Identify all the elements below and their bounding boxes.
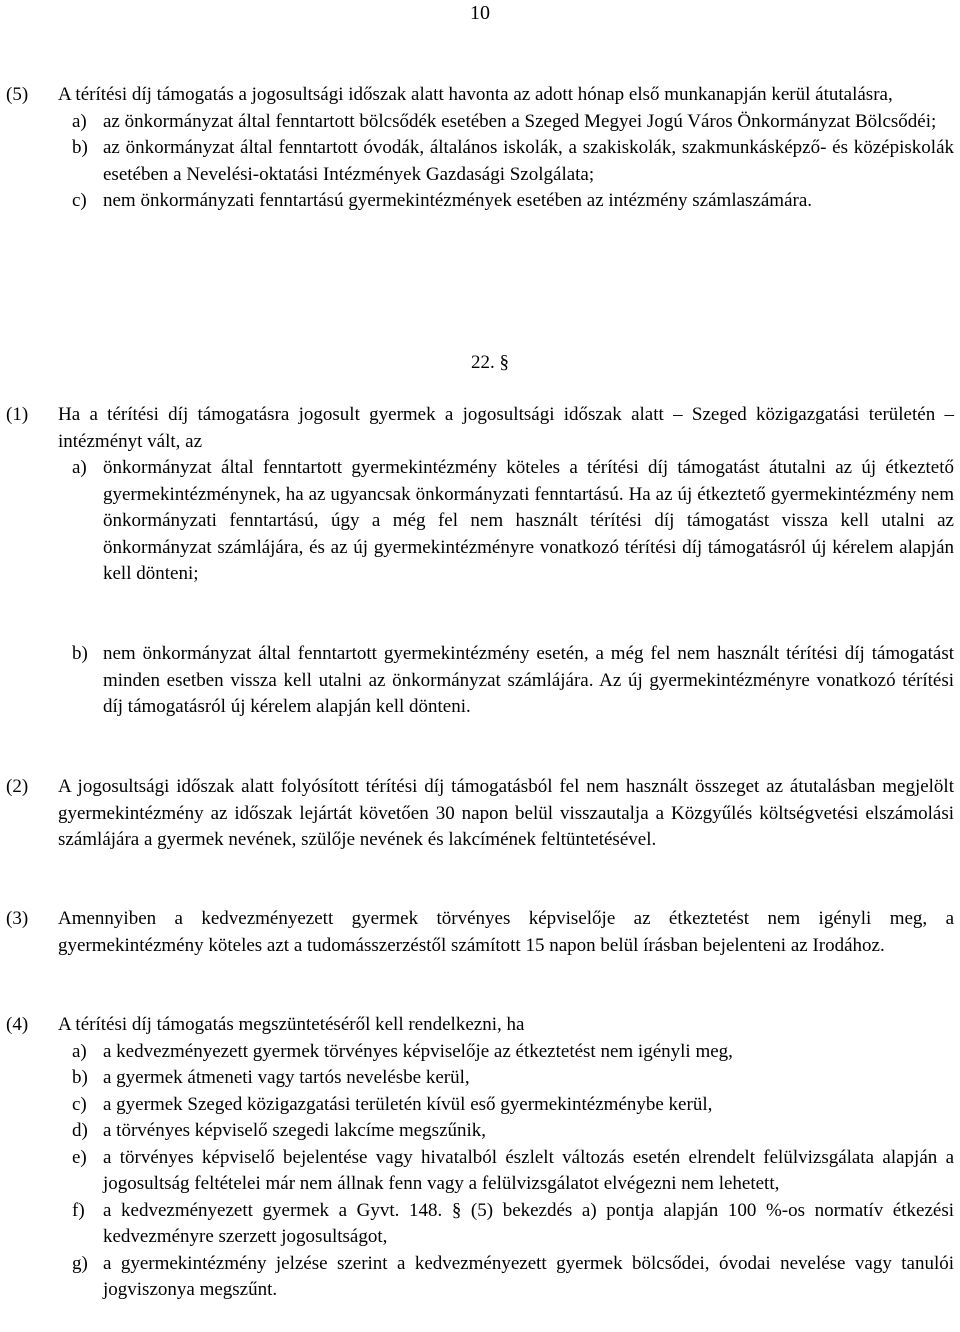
list-item <box>58 1118 954 1145</box>
section-heading: 22. § <box>471 352 509 373</box>
item-label: b) <box>72 643 88 664</box>
list-item <box>58 1039 954 1066</box>
list-item <box>58 1145 954 1198</box>
item-text: a kedvezményezett gyermek a Gyvt. 148. § (5) bekezdés a) pontja alapján 100 %-os normatív étkezési kedvezményre szerzett jogosultságot, <box>103 1199 954 1247</box>
item-label: e) <box>72 1146 87 1168</box>
list-item <box>58 1092 954 1119</box>
item-label: c) <box>72 1093 87 1115</box>
item-text: a kedvezményezett gyermek törvényes képviselője az étkeztetést nem igényli meg, <box>103 1040 733 1062</box>
item-text: nem önkormányzat által fenntartott gyermekintézmény esetén, a még fel nem használt térítési díj támogatást minden esetben vissza kell utalni az önkormányzat számlájára. Az új gyermekintézményre vonatkozó térítési díj támogatásról új kérelem alapján kell dönteni. <box>103 643 954 717</box>
list-item <box>58 135 954 188</box>
item-text: a gyermek átmeneti vagy tartós nevelésbe kerül, <box>103 1067 470 1088</box>
item-label: b) <box>72 137 88 158</box>
paragraph-number: (1) <box>6 404 29 425</box>
item-text: az önkormányzat által fenntartott bölcsődék esetében a Szeged Megyei Jogú Város Önkormányzat Bölcsődéi; <box>103 110 937 132</box>
paragraph-text: A jogosultsági időszak alatt folyósított térítési díj támogatásból fel nem használt összeget az átutalásban megjelölt gyermekintézmény az időszak lejártát követően 30 napon belül visszautalja a Közgyűlés költségvetési elszámolási számlájára a gyermek nevének, szülője nevének és lakcímének feltüntetésével. <box>58 776 954 850</box>
paragraph-22-1 <box>0 402 960 588</box>
item-label: g) <box>72 1252 88 1274</box>
paragraph-intro: Ha a térítési díj támogatásra jogosult gyermek a jogosultsági időszak alatt – Szeged közigazgatási területén – intézményt vált, az <box>58 404 954 452</box>
list-item <box>58 109 954 136</box>
item-label: f) <box>72 1199 85 1221</box>
item-text: a törvényes képviselő bejelentése vagy hivatalból észlelt változás esetén elrendelt felülvizsgálata alapján a jogosultság feltételei már nem állnak fenn vagy a felülvizsgálatot elvégezni nem lehetett, <box>103 1146 954 1194</box>
paragraph-number: (5) <box>6 84 29 105</box>
list-item <box>58 1198 954 1251</box>
list-item <box>58 455 954 588</box>
item-label: a) <box>72 1040 87 1062</box>
item-text: nem önkormányzati fenntartású gyermekintézmények esetében az intézmény számlaszámára. <box>103 190 813 211</box>
paragraph-intro: A térítési díj támogatás a jogosultsági időszak alatt havonta az adott hónap első munkanapján kerül átutalásra, <box>58 84 893 105</box>
item-label: b) <box>72 1067 88 1088</box>
paragraph-22-1-b <box>0 641 960 721</box>
item-label: d) <box>72 1120 88 1141</box>
item-text: a gyermek Szeged közigazgatási területén kívül eső gyermekintézménybe kerül, <box>103 1093 713 1115</box>
paragraph-22-2 <box>0 774 960 854</box>
paragraph-number: (3) <box>6 908 29 929</box>
paragraph-intro: A térítési díj támogatás megszüntetéséről kell rendelkezni, ha <box>58 1014 525 1035</box>
item-label: c) <box>72 190 87 211</box>
paragraph-21-5 <box>0 82 960 215</box>
paragraph-text: Amennyiben a kedvezményezett gyermek törvényes képviselője az étkeztetést nem igényli meg, a gyermekintézmény köteles azt a tudomásszerzéstől számított 15 napon belül írásban bejelenteni az Irodához. <box>58 908 954 956</box>
item-text: az önkormányzat által fenntartott óvodák, általános iskolák, a szakiskolák, szakmunkásképző- és középiskolák esetében a Nevelési-oktatási Intézmények Gazdasági Szolgálata; <box>103 137 954 185</box>
item-label: a) <box>72 457 87 478</box>
item-text: a gyermekintézmény jelzése szerint a kedvezményezett gyermek bölcsődei, óvodai nevelése vagy tanulói jogviszonya megszűnt. <box>103 1252 954 1300</box>
list-item <box>58 1251 954 1304</box>
paragraph-number: (4) <box>6 1014 29 1035</box>
list-item <box>58 1065 954 1092</box>
page-number: 10 <box>470 2 490 24</box>
item-text: a törvényes képviselő szegedi lakcíme megszűnik, <box>103 1120 487 1141</box>
list-item <box>58 641 954 721</box>
paragraph-number: (2) <box>6 776 29 797</box>
item-label: a) <box>72 110 87 132</box>
item-text: önkormányzat által fenntartott gyermekintézmény köteles a térítési díj támogatást átutalni az új étkeztető gyermekintézménynek, ha az ugyancsak önkormányzati fenntartású. Ha az új étkeztető gyermekintézmény nem önkormányzati fenntartású, úgy a még fel nem használt térítési díj támogatást vissza kell utalni az önkormányzat számlájára, és az új gyermekintézményre vonatkozó térítési díj támogatásról új kérelem alapján kell dönteni; <box>103 457 954 584</box>
paragraph-22-4 <box>0 1012 960 1304</box>
list-item <box>58 188 954 215</box>
paragraph-22-3 <box>0 906 960 959</box>
